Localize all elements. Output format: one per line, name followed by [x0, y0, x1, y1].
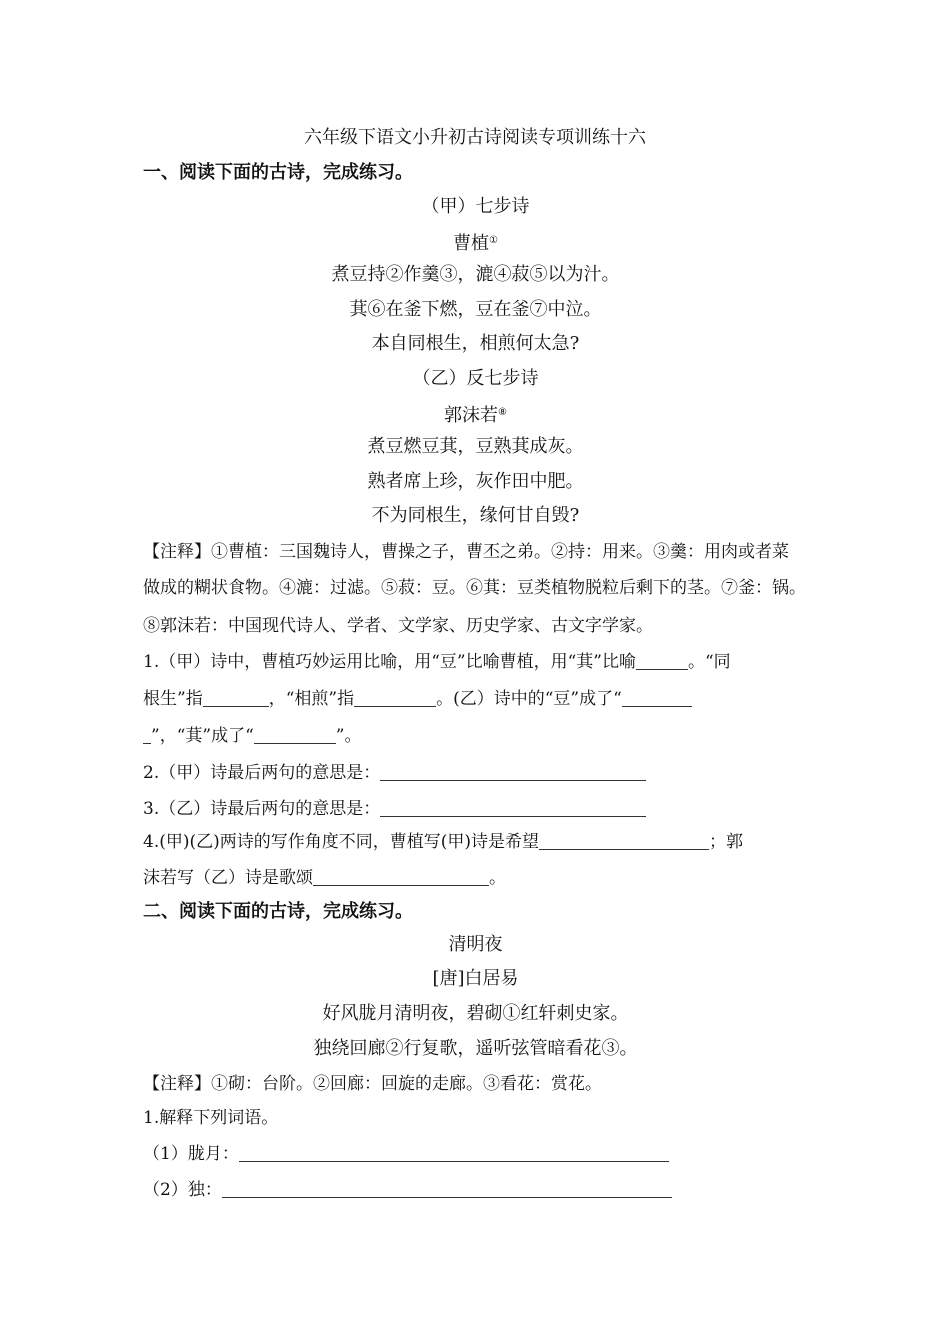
question-1-line-1: 1.（甲）诗中，曹植巧妙运用比喻，用“豆”比喻曹植，用“萁”比喻 。“同 — [143, 652, 731, 672]
notes-line-3: ⑧郭沫若：中国现代诗人、学者、文学家、历史学家、古文字学家。 — [143, 616, 653, 636]
question-4-line-2: 沫若写（乙）诗是歌颂 。 — [143, 868, 506, 888]
answer-blank[interactable] — [222, 1179, 672, 1198]
question-1-line-3: ”，“萁”成了“ ”。 — [143, 724, 808, 748]
poem-a-author: 曹植① — [453, 233, 498, 254]
answer-blank[interactable] — [239, 1143, 669, 1162]
notes-section-2: 【注释】①砌：台阶。②回廊：回旋的走廊。③看花：赏花。 — [143, 1074, 602, 1094]
answer-blank[interactable] — [203, 688, 269, 707]
answer-blank[interactable] — [380, 762, 646, 781]
section-2-question-1: 1.解释下列词语。 — [143, 1108, 279, 1128]
poem-b-line-2: 熟者席上珍，灰作田中肥。 — [367, 471, 584, 492]
question-2: 2.（甲）诗最后两句的意思是： — [143, 761, 808, 785]
answer-blank[interactable] — [539, 831, 709, 850]
question-1-line-2: 根生”指 ，“相煎”指 。(乙）诗中的“豆”成了“ — [143, 687, 808, 711]
section-2-heading: 二、阅读下面的古诗，完成练习。 — [143, 901, 413, 922]
section-1-heading: 一、阅读下面的古诗，完成练习。 — [143, 162, 413, 183]
question-4-line-1: 4.(甲)(乙)两诗的写作角度不同，曹植写(甲)诗是希望 ；郭 — [143, 832, 744, 852]
section-2-question-1-2: （2）独： — [143, 1178, 808, 1202]
poem-b-line-1: 煮豆燃豆萁，豆熟萁成灰。 — [367, 436, 584, 457]
notes-line-1: 【注释】①曹植：三国魏诗人，曹操之子，曹丕之弟。②持：用来。③羹：用肉或者菜 — [143, 542, 789, 562]
poem-c-line-1: 好风胧月清明夜，碧砌①红轩刺史家。 — [322, 1003, 629, 1024]
poem-c-title: 清明夜 — [448, 934, 503, 955]
poem-a-line-1: 煮豆持②作羹③，漉④菽⑤以为汁。 — [331, 264, 620, 285]
poem-b-author: 郭沫若⑧ — [444, 405, 507, 426]
answer-blank[interactable] — [313, 867, 489, 886]
poem-c-line-2: 独绕回廊②行复歌，遥听弦管暗看花③。 — [313, 1038, 638, 1059]
poem-a-line-2: 萁⑥在釜下燃，豆在釜⑦中泣。 — [349, 299, 602, 320]
document-title: 六年级下语文小升初古诗阅读专项训练十六 — [304, 127, 646, 148]
notes-line-2: 做成的糊状食物。④漉：过滤。⑤菽：豆。⑥萁：豆类植物脱粒后剩下的茎。⑦釜：锅。 — [143, 578, 806, 598]
question-3: 3.（乙）诗最后两句的意思是： — [143, 797, 808, 821]
poem-c-author: [唐]白居易 — [432, 968, 519, 989]
poem-b-title: （乙）反七步诗 — [412, 368, 539, 389]
answer-blank[interactable] — [254, 725, 336, 744]
section-2-question-1-1: （1）胧月： — [143, 1142, 808, 1166]
answer-blank[interactable] — [380, 798, 646, 817]
answer-blank[interactable] — [622, 688, 692, 707]
poem-b-line-3: 不为同根生，缘何甘自毁? — [371, 505, 580, 526]
answer-blank[interactable] — [143, 725, 151, 744]
poem-a-line-3: 本自同根生，相煎何太急? — [371, 333, 580, 354]
answer-blank[interactable] — [636, 651, 688, 670]
poem-a-title: （甲）七步诗 — [421, 196, 530, 217]
answer-blank[interactable] — [354, 688, 436, 707]
